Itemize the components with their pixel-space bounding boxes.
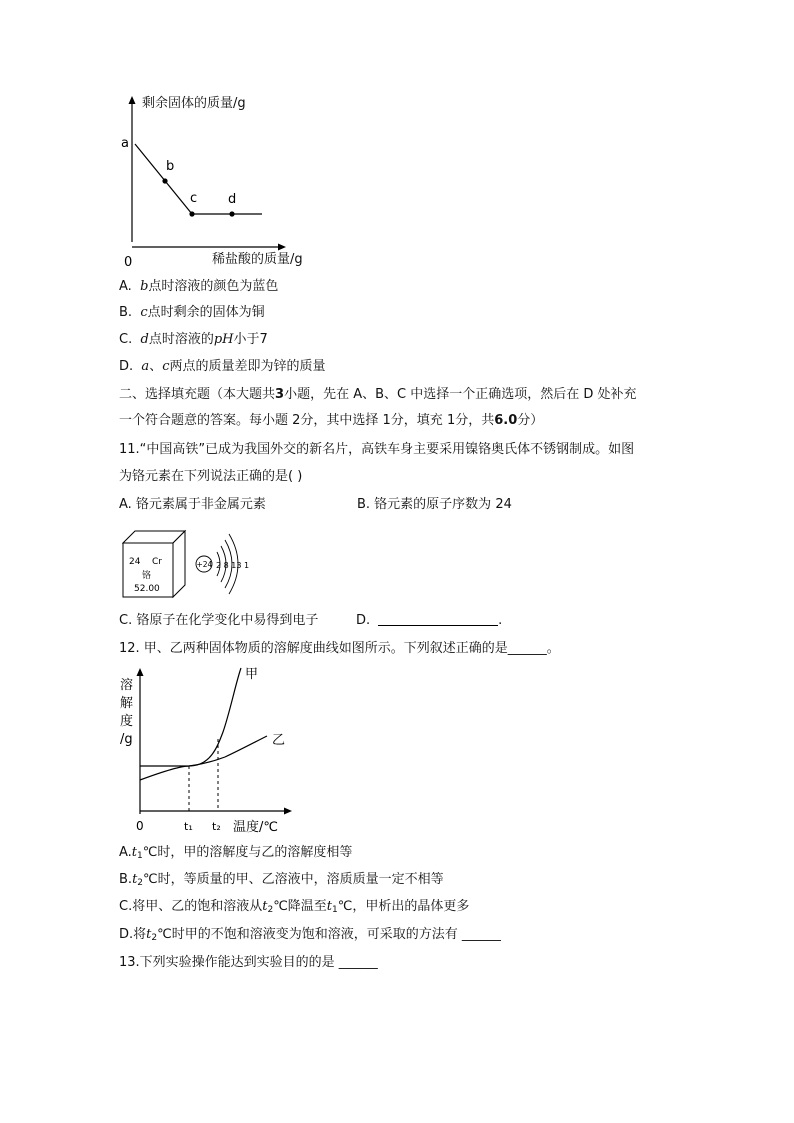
y-label-1: 溶 (120, 678, 134, 693)
element-name: 铬 (142, 571, 152, 581)
bold-number: 3 (275, 387, 285, 402)
mass-curve (135, 144, 262, 214)
subscript: 1 (332, 905, 338, 915)
label-b: b (166, 159, 175, 174)
q11-option-b[interactable]: B. 铬元素的原子序数为 24 (357, 497, 512, 512)
element-symbol: Cr (152, 557, 162, 567)
subscript: 2 (137, 878, 144, 888)
q12-option-c[interactable] (119, 898, 469, 919)
option-text: C.将甲、乙的饱和溶液从 (119, 899, 263, 914)
option-letter: A. (119, 845, 132, 860)
graph1-x-label: 稀盐酸的质量/g (212, 252, 303, 267)
cube-side (173, 531, 185, 597)
solubility-curve-graph (115, 662, 295, 837)
point-d (229, 211, 234, 216)
t1-label: t₁ (184, 820, 193, 833)
label-a: a (121, 136, 129, 151)
t-var: t (146, 927, 152, 942)
option-text: ℃时，等质量的甲、乙溶液中，溶质质量一定不相等 (143, 872, 444, 887)
q11-stem-line2: 为铬元素在下列说法正确的是( ) (119, 469, 303, 484)
q11-option-c[interactable]: C. 铬原子在化学变化中易得到电子 (119, 613, 319, 628)
option-text-2: 小于7 (233, 332, 268, 347)
period: . (498, 613, 503, 628)
option-text: ℃降温至 (273, 899, 327, 914)
option-letter: D. (356, 613, 371, 628)
option-text: 点时溶液的 (148, 332, 214, 347)
y-axis-arrow (137, 668, 144, 676)
point-var: b (140, 279, 149, 294)
label-d: d (228, 192, 237, 207)
subscript: 2 (151, 933, 158, 943)
q12-stem: 12. 甲、乙两种固体物质的溶解度曲线如图所示。下列叙述正确的是______。 (119, 641, 560, 656)
x-axis-arrow (284, 808, 292, 815)
text: 小题，先在 A、B、C 中选择一个正确选项，然后在 D 处补充 (284, 387, 637, 402)
option-text: 点时溶液的颜色为蓝色 (148, 279, 279, 294)
q11-option-a[interactable]: A. 铬元素属于非金属元素 (119, 497, 266, 512)
q10-option-a[interactable] (119, 278, 278, 296)
y-label-2: 解 (120, 696, 134, 711)
section2-instructions-line1 (119, 386, 637, 404)
q12-option-b[interactable] (119, 871, 444, 892)
option-letter: B. (119, 305, 133, 320)
t-var: t (262, 899, 268, 914)
t-var: t (326, 899, 333, 914)
chromium-element-figure (120, 527, 260, 602)
ph-var: pH (213, 332, 234, 347)
bold-number: 6.0 (494, 413, 518, 428)
t-var: t (132, 872, 138, 887)
curve-jia (140, 668, 241, 766)
option-letter: C. (119, 332, 133, 347)
q13-stem: 13.下列实验操作能达到实验目的的是 ______ (119, 955, 378, 970)
q10-option-c[interactable] (119, 331, 268, 349)
x-axis-arrow (278, 244, 286, 251)
point-var: a (141, 359, 150, 374)
q11-option-d[interactable] (356, 612, 502, 630)
q10-option-d[interactable] (119, 358, 326, 376)
option-text: 点时剩余的固体为铜 (147, 305, 265, 320)
option-text: D.将 (119, 927, 147, 942)
origin-label: 0 (124, 255, 133, 270)
y-label-4: /g (120, 732, 133, 747)
electron-counts: 2 8 13 1 (216, 561, 250, 570)
mass-vs-acid-graph (110, 92, 330, 277)
point-c (189, 211, 194, 216)
nuclear-charge: +24 (196, 560, 213, 569)
text: 分） (517, 413, 544, 428)
separator: 、 (149, 359, 163, 374)
section2-instructions-line2 (119, 412, 543, 430)
atomic-number: 24 (129, 557, 141, 567)
curve-yi (140, 736, 267, 780)
atomic-mass: 52.00 (134, 584, 160, 594)
option-text: ℃，甲析出的晶体更多 (337, 899, 470, 914)
option-text: ℃时，甲的溶解度与乙的溶解度相等 (142, 845, 353, 860)
q10-option-b[interactable] (119, 304, 265, 322)
answer-blank[interactable] (378, 612, 498, 626)
origin-label: 0 (136, 819, 144, 833)
y-axis-arrow (129, 96, 136, 104)
option-text: 两点的质量差即为锌的质量 (169, 359, 326, 374)
point-var-2: c (162, 359, 170, 374)
option-letter: B. (119, 872, 133, 887)
q12-option-d[interactable] (119, 926, 501, 947)
q11-stem-line1: 11.“中国高铁”已成为我国外交的新名片，高铁车身主要采用镍铬奥氏体不锈钢制成。如图 (119, 442, 635, 457)
t2-label: t₂ (212, 820, 221, 833)
t-var: t (131, 845, 138, 860)
label-c: c (190, 191, 198, 206)
text: 二、选择填充题（本大题共 (119, 387, 276, 402)
point-var: c (140, 305, 148, 320)
point-b (162, 178, 167, 183)
graph1-y-label: 剩余固体的质量/g (142, 96, 246, 111)
option-text: ℃时甲的不饱和溶液变为饱和溶液，可采取的方法有 ______ (157, 927, 501, 942)
y-label-3: 度 (120, 714, 134, 729)
label-jia: 甲 (245, 667, 259, 682)
subscript: 1 (137, 851, 143, 861)
option-letter: A. (119, 279, 132, 294)
label-yi: 乙 (272, 733, 286, 748)
q12-option-a[interactable] (119, 844, 352, 865)
x-axis-label: 温度/℃ (233, 820, 278, 835)
subscript: 2 (267, 905, 274, 915)
text: 一个符合题意的答案。每小题 2分，其中选择 1分，填充 1分，共 (119, 413, 495, 428)
point-var: d (140, 332, 149, 347)
option-letter: D. (119, 359, 134, 374)
